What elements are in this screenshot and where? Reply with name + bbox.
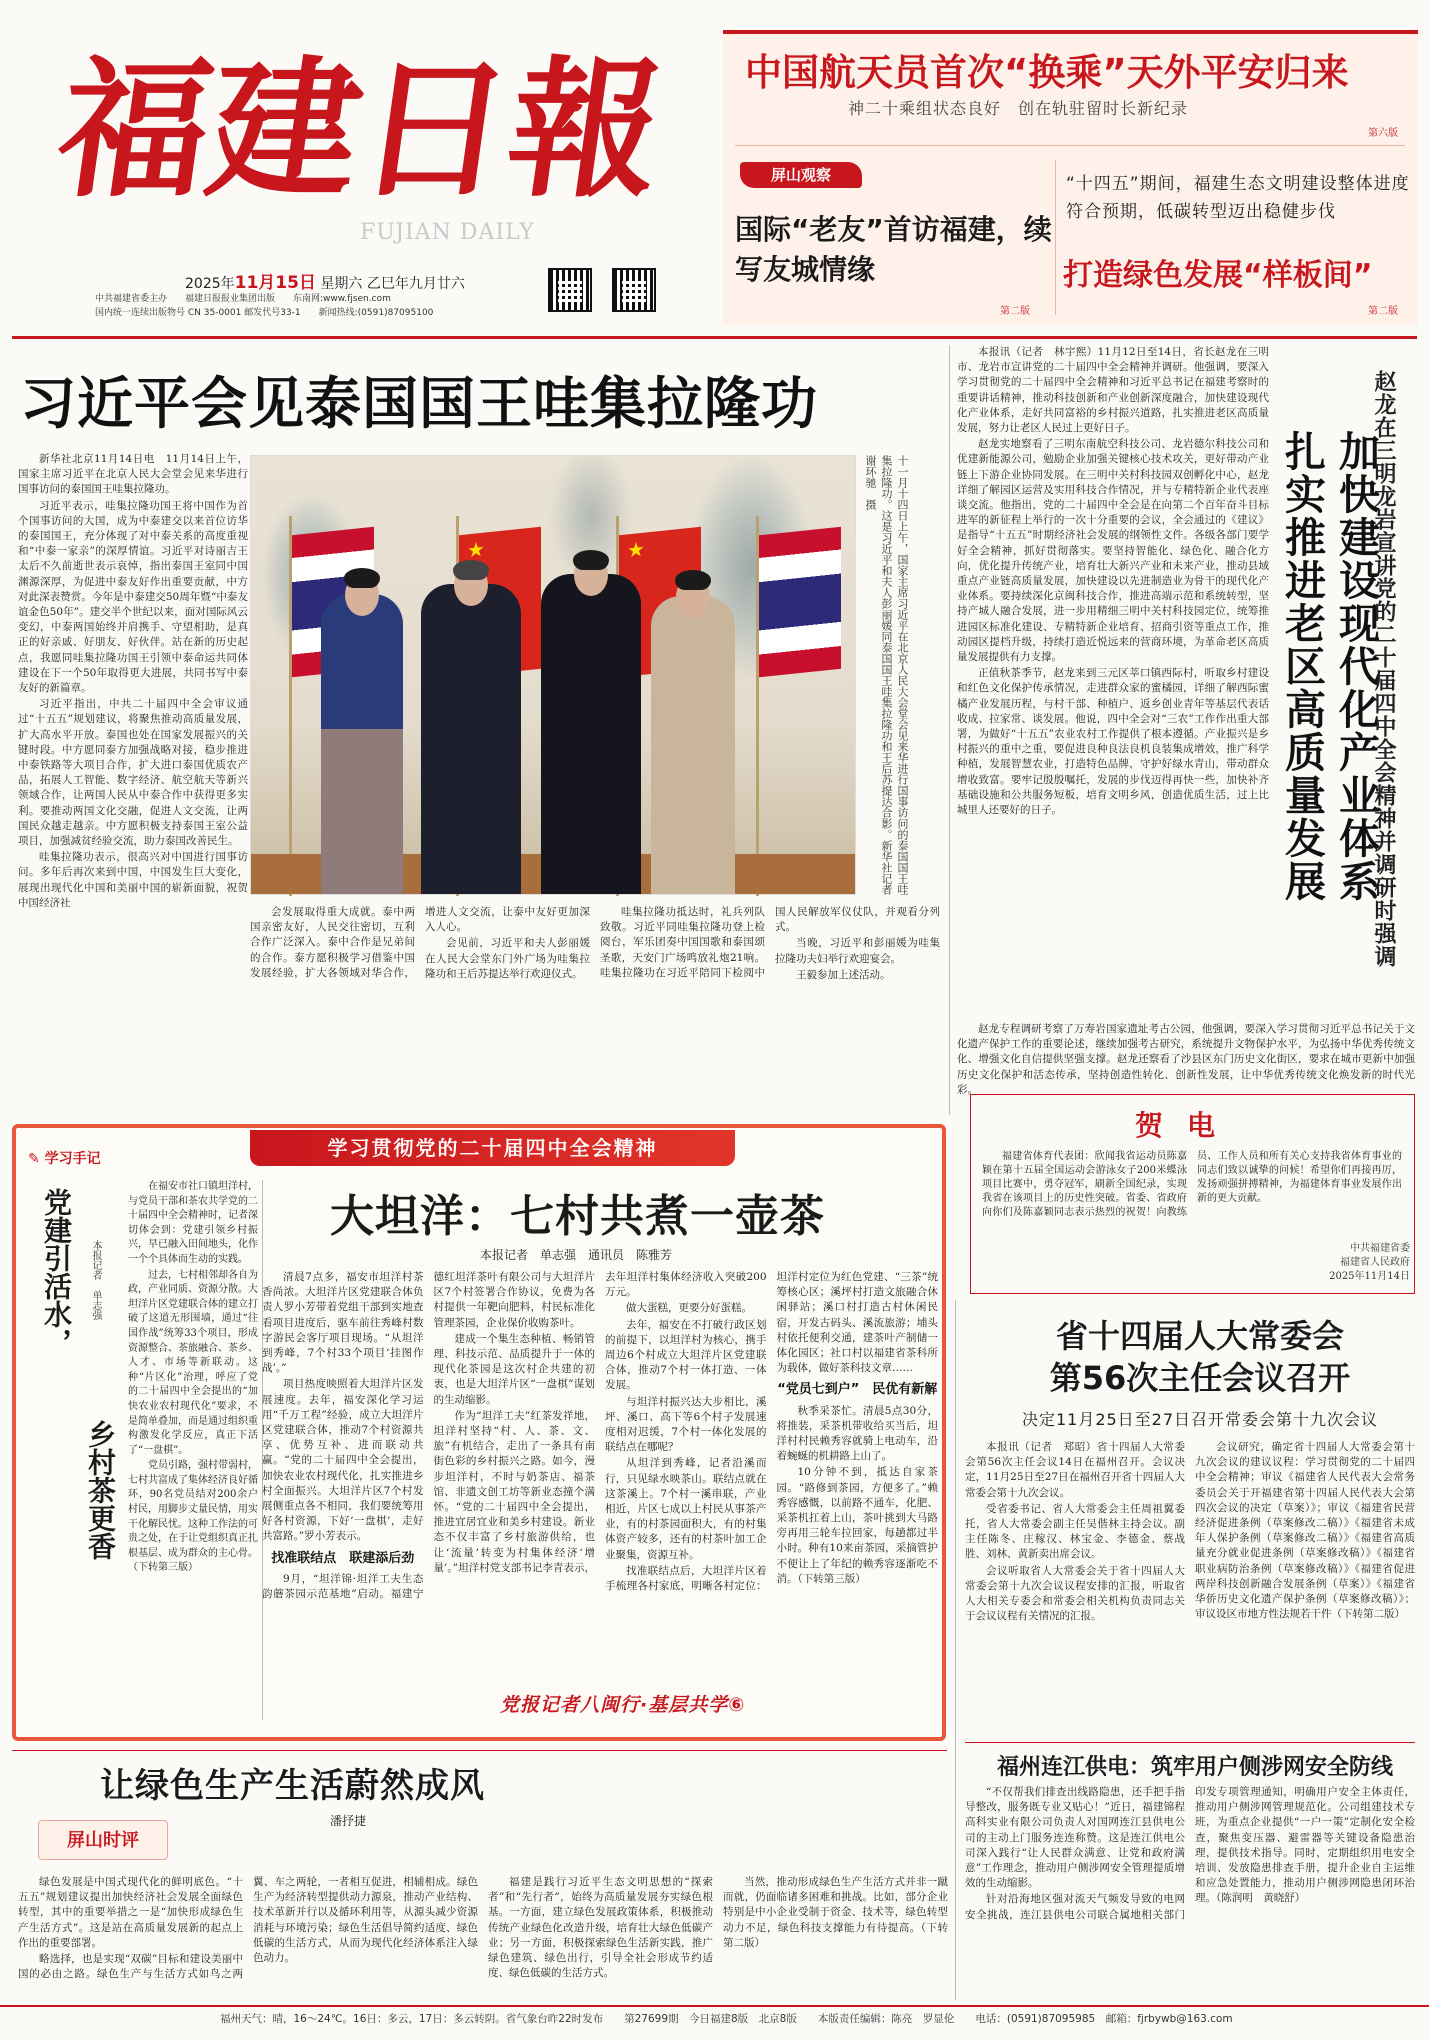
teaser-right-kicker: “十四五”期间，福建生态文明建设整体进度符合预期，低碳转型迈出稳健步伐 — [1066, 174, 1410, 222]
commentary-byline: 潘抒捷 — [330, 1814, 367, 1828]
lead-article-column: 新华社北京11月14日电 11月14日上午，国家主席习近平在北京人民大会堂会见来华进行国事访问的泰国国王哇集拉隆功。 习近平表示，哇集拉隆功国王将中国作为首个国事访问的大国，成为中泰建交以来首位访华的泰国国王，充分体现了对中泰关系的高度重视和“中泰一家亲”的深厚情谊。习近平对诗丽吉王太后不久前逝世表示哀悼，指出泰国王室同中国渊源深厚，为促进中泰友好作出重要贡献，中方对此深表赞赏。今年是中泰建交50周年暨“中泰友谊金色50年”。建交半个世纪以来，面对国际风云变幻，中泰两国始终并肩携手、守望相助，是真正的好亲戚、好朋友、好伙伴。站在新的历史起点，我愿同哇集拉隆功国王引领中泰命运共同体建设在下一个50年取得更大进展，共同书写中泰友好的新篇章。 习近平指出，中共二十届四中全会审议通过“十五五”规划建议，将聚焦推动高质量发展，扩大高水平开放。泰国也处在国家发展振兴的关键时段。中方愿同泰方加强战略对接，稳步推进中泰铁路等大项目合作，扩大进口泰国优质农产品，拓展人工智能、数字经济、航空航天等新兴领域合作，让两国人民从中泰合作中获得更多实利。要推动两国文化交融，促进人文交流，让两国民众越走越亲。中方愿积极支持泰国王室公益项目，加强减贫经验交流，助力泰国改善民生。 哇集拉隆功表示，很高兴对中国进行国事访问。多年后再次来到中国，中国发生巨大变化，展现出现代化中国和美丽中国的崭新面貌，祝贺中国经济社 — [18, 453, 248, 909]
congress-article-body: 本报讯（记者 郑昭）省十四届人大常委会第56次主任会议14日在福州召开。会议决定，11月25日至27日在福州召开省十四届人大常委会第十九次会议。 受省委书记、省人大常委会主任周祖翼委托，省人大常委会副主任吴偕林主持会议。副主任陈冬、庄稼汉、林宝金、李德金、蔡战胜、刘林、黄新卖出席会议。 会议听取省人大常委会关于省十四届人大常委会第十九次会议议程安排的汇报，听取省人大相关专委会和常委会相关机构负责同志关于会议议程有关情况的汇报。 会议研究，确定省十四届人大常委会第十九次会议的建议议程：学习贯彻党的二十届四中全会精神；审议《福建省人民代表大会常务委员会关于开福建省第十四届人民代表大会第四次会议的决定（草案）》；审议《福建省民营经济促进条例（草案修改二稿）》《福建省未成年人保护条例（草案修改二稿）》《福建省高质量充分就业促进条例（草案修改稿）》《福建省职业病防治条例（草案修改稿）》《福建省促进两岸科技创新融合发展条例（草案）》《福建省华侨历史文化遗产保护条例（草案修改稿）》；审议设区市地方性法规若干件（下转第二版） — [965, 1441, 1415, 1623]
study-notes-body: 在福安市社口镇坦洋村，与党员干部和茶农共学党的二十届四中全会精神时，记者深切体会到：党建引领乡村振兴，早已融入田间地头，化作一个个具体而生动的实践。 过去，七村相邻却各自为政，产业同质、资源分散。大坦洋片区党建联合体的建立打破了这道无形围墙，通过“往国作战”统筹33个项目，形成资源整合、茶旅融合、茶乡、人才、市场等新联动。这种“片区化”治理，呼应了党的二十届四中全会提出的“加快农业农村现代化”要求，不是简单叠加，而是通过组织重构激发化学反应，真正下活了“一盘棋”。 党员引路，强村带弱村，七村共富成了集体经济良好循环，90名党员结对200余户村民，用脚步丈量民情，用实干化解民忧。这种工作法的可贵之处，在于让党组织真正扎根基层、成为群众的主心骨。（下转第三版） — [128, 1181, 258, 1574]
logo-char-2: 建 — [197, 42, 373, 218]
column-tag: 屏山观察 — [740, 162, 862, 188]
study-notes-title-2[interactable]: 乡村茶更香 — [84, 1420, 117, 1560]
study-notes-title[interactable]: 党建引活水， — [40, 1188, 73, 1356]
page-ref[interactable]: 第六版 — [1368, 128, 1398, 139]
issue-date: 2025年11月15日 星期六 乙巳年九月廿六 — [185, 273, 465, 293]
figure-president — [541, 574, 641, 894]
figure-king — [421, 584, 521, 894]
weekday: 星期六 — [320, 276, 363, 292]
zhao-main-headline[interactable]: 加快建设现代化产业体系 扎实推进老区高质量发展 — [1278, 430, 1380, 903]
teaser-main-subtitle: 神二十乘组状态良好 创在轨驻留时长新纪录 — [848, 99, 1189, 118]
teaser-right-title[interactable]: 打造绿色发展“样板间” — [1063, 258, 1373, 293]
page-ref[interactable]: 第二版 — [1368, 306, 1398, 317]
lead-article-continued: 会发展取得重大成就。泰中两国亲密友好，人民交往密切，互利合作广泛深入。泰中合作是兄弟间的合作。泰方愿积极学习借鉴中国发展经验，扩大各领域对华合作，增进人文交流，让泰中友好更加深入人心。 会见前，习近平和夫人彭丽媛在人民大会堂东门外广场为哇集拉隆功和王后苏提达举行欢迎仪式。 哇集拉隆功抵达时，礼兵列队致敬。习近平同哇集拉隆功登上检阅台，军乐团奏中国国歌和泰国颂圣歌，天安门广场鸣放礼炮21响。哇集拉隆功在习近平陪同下检阅中国人民解放军仪仗队，并观看分列式。 当晚，习近平和彭丽媛为哇集拉隆功夫妇举行欢迎宴会。 王毅参加上述活动。 — [250, 906, 940, 981]
feature-subhead: 找准联结点 联建添后劲 — [271, 1550, 415, 1566]
congratulations-title: 贺电 — [1135, 1109, 1240, 1142]
feature-series-footer: 党报记者八闽行·基层共学⑥ — [500, 1694, 746, 1716]
feature-article-body: 清晨7点多，福安市坦洋村茶香尚浓。大坦洋片区党建联合体负责人罗小芳带着党组干部到实地查看项目进度后，驱车前往秀峰村数字游民会客厅项目现场。“从坦洋到秀峰，7个村33个项目‘挂图作战’。” 项目热度映照着大坦洋片区发展速度。去年，福安深化学习运用“千万工程”经验，成立大坦洋片区党建联合体，推动7个村资源共享、优势互补、进而联动共赢。“党的二十届四中全会提出，加快农业农村现代化，扎实推进乡村全面振兴。大坦洋片区7个村发展侧重点各不相同，我们要统筹用好各村资源，下好‘一盘棋’，走好共富路。”罗小芳表示。 找准联结点 联建添后劲 9月，“坦洋锦·坦洋工夫生态韵蘑茶园示范基地”启动。福建宁德红坦洋茶叶有限公司与大坦洋片区7个村签署合作协议，免费为各村提供一年靶向肥料，村民标准化管理茶园，企业保价收购茶叶。 建成一个集生态种植、畅销管理、科技示范、品质提升于一体的现代化茶园是这次村企共建的初衷，也是大坦洋片区“一盘棋”谋划的生动缩影。 作为“坦洋工夫”红茶发祥地，坦洋村坚持“村、人、茶、文、旅”有机结合，走出了一条具有南街色彩的乡村振兴之路。如今，漫步坦洋村，不时与奶茶店、福茶馆、非遗文创工坊等新业态撞个满怀。“党的二十届四中全会提出，推进宜居宜业和美乡村建设。新业态不仅丰富了乡村旅游供给，也让‘流量’转变为村集体经济‘增量’。”坦洋村党支部书记李青表示，去年坦洋村集体经济收入突破200万元。 做大蛋糕，更要分好蛋糕。 去年，福安在不打破行政区划的前提下，以坦洋村为核心，携手周边6个村成立大坦洋片区党建联合体，推动7个村一体打造、一体发展。 与坦洋村振兴达大步相比，溪坪、溪口、高下等6个村子发展速度相对迟缓，7个村一体化发展的联结点在哪呢？ 从坦洋到秀峰，记者沿溪而行，只见绿水映茶山。联结点就在这茶溪上。7个村一溪串联，产业相近，片区七成以上村民从事茶产业，有的村茶园面积大，有的村集体资产较多，还有的村茶叶加工企业聚集，资源互补。 找准联结点后，大坦洋片区着手梳理各村家底，明晰各村定位：坦洋村定位为红色党建、“三茶”统筹核心区；溪坪村打造文旅融合休闲驿站；溪口村打造古村休闲民宿，开发古码头、溪流旅游；埔头村依托便利交通，建茶叶产制储一体化园区；社口村以福建省茶科所为载体，做好茶科技文章…… “党员七到户” 民优有新解 秋季采茶忙。清晨5点30分，将推装，采茶机带收给买当后，坦洋村村民赖秀容就骑上电动车，沿着蜿蜒的机耕路上山了。 10分钟不到，抵达自家茶园。“路修到茶园，方便多了。”赖秀容感慨，以前路不通车，化肥、采茶机扛着上山，茶叶挑到大马路旁再用三轮车拉回家，每趟都过半小时。种有10来亩茶园，采摘管护不便让上了年纪的赖秀容逐渐吃不消。（下转第三版） — [262, 1271, 938, 1601]
logo-char-4: 報 — [497, 42, 673, 218]
lead-photo — [250, 455, 856, 895]
pen-icon: ✎ — [28, 1151, 40, 1167]
congratulations-body: 福建省体育代表团：欣闻我省运动员陈嘉颖在第十五届全国运动会游泳女子200米蝶泳项目比赛中，勇夺冠军，刷新全国纪录，实现我省在该项目上的历史性突破。省委、省政府向你们及陈嘉颖同志表示热烈的祝贺！向教练员、工作人员和所有关心支持我省体育事业的同志们致以诚挚的问候！希望你们再接再厉，发扬顽强拼搏精神，为福建体育事业发展作出新的更大贡献。 — [982, 1151, 1402, 1218]
teaser-main-title[interactable]: 中国航天员首次“换乘”天外平安归来 — [745, 51, 1349, 94]
commentary-headline[interactable]: 让绿色生产生活蔚然成风 — [100, 1766, 485, 1806]
photo-caption: 十一月十四日上午，国家主席习近平在北京人民大会堂会见来华进行国事访问的泰国国王哇集拉隆功。这是习近平和夫人彭丽媛同泰国国王哇集拉隆功和王后苏提达合影。新华社记者 谢环驰 摄 — [864, 455, 909, 906]
feature-byline: 本报记者 单志强 通讯员 陈雅芳 — [480, 1248, 673, 1262]
study-notes-byline: 本报记者 单志强 — [90, 1240, 101, 1320]
congratulations-signature: 中共福建省委 福建省人民政府 2025年11月14日 — [1329, 1243, 1410, 1282]
logo-char-1: 福 — [47, 42, 223, 218]
zhao-article-tail: 赵龙专程调研考察了万寿岩国家遗址考古公园，他强调，要深入学习贯彻习近平总书记关于文化遗产保护工作的重要论述，继续加强考古研究，系统提升文物保护水平，为弘扬中华优秀传统文化、增强文化自信提供坚强支撑。赵龙还察看了沙县区东门历史文化街区，要求在城市更新中加强历史文化保护和活态传承，坚持创造性转化、创新性发展，让中华优秀传统文化焕发新的时代光彩。 — [957, 1023, 1415, 1096]
lunar-date: 乙巳年九月廿六 — [366, 276, 465, 292]
lead-headline[interactable]: 习近平会见泰国国王哇集拉隆功 — [20, 372, 818, 437]
thai-flag — [759, 527, 841, 678]
figure-queen — [321, 594, 403, 894]
grid-story-headline[interactable]: 福州连江供电：筑牢用户侧涉网安全防线 — [996, 1755, 1393, 1780]
commentary-column-tag: 屏山时评 — [38, 1820, 168, 1860]
zhao-kicker: 赵龙在三明龙岩宣讲党的二十届四中全会精神并调研时强调 — [1371, 370, 1396, 968]
figure-first-lady — [651, 596, 735, 894]
feature-headline[interactable]: 大坦洋：七村共煮一壶茶 — [330, 1191, 825, 1242]
masthead-logo — [47, 24, 700, 245]
congress-headline[interactable]: 省十四届人大常委会 第56次主任会议召开 — [1049, 1317, 1351, 1397]
logo-english: FUJIAN DAILY — [360, 220, 535, 245]
publication-info: 中共福建省委主办 福建日报报业集团出版 东南网:www.fjsen.com 国内统一连续出版物号 CN 35-0001 邮发代号33-1 新闻热线:(0591)87095100 — [95, 294, 434, 318]
feature-subhead: “党员七到户” 民优有新解 — [777, 1382, 938, 1398]
feature-banner: 学习贯彻党的二十届四中全会精神 — [250, 1130, 735, 1166]
page-ref[interactable]: 第二版 — [1000, 306, 1030, 317]
zhao-article-body: 本报讯（记者 林宇熙）11月12日至14日，省长赵龙在三明市、龙岩市宣讲党的二十届四中全会精神并调研。他强调，要深入学习贯彻党的二十届四中全会精神和习近平总书记在福建考察时的重要讲话精神，推动科技创新和产业创新深度融合，加快建设现代化产业体系，走好共同富裕的乡村振兴道路，扎实推进老区高质量发展，努力让老区人民过上更好日子。 赵龙实地察看了三明东南航空科技公司、龙岩德尔科技公司和优建新能源公司，勉励企业加强关键核心技术攻关，更好带动产业链上下游企业协同发展。在三明中关村科技园双创孵化中心，赵龙详细了解园区运营及实用科技合作情况，并与专精特新企业代表座谈交流。他指出，党的二十届四中全会是在向第二个百年奋斗目标进军的新征程上举行的一次十分重要的会议，全会通过的《建议》是指导“十五五”时期经济社会发展的纲领性文件。各级各部门要学好全会精神，抓好贯彻落实。要坚持智能化、绿色化、融合化方向，优化提升传统产业，培育壮大新兴产业和未来产业，推动县域重点产业链高质量发展，加快建设以先进制造业为骨干的现代化产业体系。要持续深化京闽科技合作，推进高端示范和系统转型，坚持产城人融合发展，进一步用精细三明中关村科技园定位，统筹推进园区标准化建设、专精特新企业培育、招商引资等重点工作，推动园区提档升级，持续打造近悦远来的营商环境，为革命老区高质量发展提供有力支撑。 正值秋茶季节，赵龙来到三元区莘口镇西际村，听取乡村建设和红色文化保护传承情况，走进群众家的蜜橘园，详细了解西际蜜橘产业发展历程，与村干部、种植户、返乡创业青年等基层代表话收成、拉家常、谈发展。他说，四中全会对“三农”工作作出重大部署，为做好“十五五”农业农村工作提供了根本遵循。产业振兴是乡村振兴的重中之重，要促进良种良法良机良装集成增效，推广科学种植，发展智慧农业，打造特色品牌，守护好绿水青山，带动群众增收致富。要牢记殷殷嘱托，发展的步伐迈得再快一些，加快补齐基础设施和公共服务短板，培育文明乡风，创造优质生活，过上比城里人还要好的日子。 — [957, 346, 1269, 817]
commentary-body: 绿色发展是中国式现代化的鲜明底色。“十五五”规划建议提出加快经济社会发展全面绿色转型，其中的重要举措之一是“加快形成绿色生产生活方式”。这是站在高质量发展新的起点上作出的重要部署。 略选择，也是实现“双碳”目标和建设美丽中国的必由之路。绿色生产与生活方式如鸟之两翼、车之两轮，一者相互促进，相辅相成。绿色生产为经济转型提供动力源泉，推动产业结构、技术革新并行以及循环利用等，从源头减少资源消耗与环境污染；绿色生活倡导简约适度、绿色低碳的生活方式，从而为现代化经济体系注入绿色动力。 福建是践行习近平生态文明思想的“探索者”和“先行者”，始终为高质量发展夯实绿色根基。一方面，建立绿色发展政策体系，积极推动传统产业绿色化改造升级，培育壮大绿色低碳产业；另一方面，积极探索绿色生活新实践，推广绿色建筑、绿色出行，引导全社会形成节约适度、绿色低碳的生活方式。 当然，推动形成绿色生产生活方式并非一蹴而就，仍面临诸多困难和挑战。比如，部分企业特别是中小企业受制于资金、技术等，绿色转型动力不足，绿色科技支撑能力有待提高。（下转第二版） — [18, 1876, 948, 1981]
logo-char-3: 日 — [347, 42, 523, 218]
teaser-left-title[interactable]: 国际“老友”首访福建，续写友城情缘 — [735, 213, 1052, 286]
grid-story-body: “不仅帮我们排查出线路隐患，还手把手指导整改，服务既专业又贴心！”近日，福建锦程高科实业有限公司负责人对国网连江县供电公司的主动上门服务连连称赞。这是连江供电公司深入践行“让人民群众满意、让党和政府满意”工作理念，推动用户侧涉网安全管理提质增效的生动缩影。 针对沿海地区强对流天气频发导致的电网安全挑战，连江县供电公司联合属地相关部门印发专项管理通知，明确用户安全主体责任，推动用户侧涉网管理规范化。公司组建技术专班，为重点企业提供“一户一策”定制化安全检查，聚焦变压器、避雷器等关键设备隐患治理，提供技术指导。同时，定期组织用电安全培训、发放隐患排查手册，提升企业自主运维和应急处置能力，推动用户侧涉网隐患闭环治理。（陈润明 黄晓舒） — [965, 1786, 1415, 1921]
study-notes-tag: ✎ 学习手记 — [28, 1151, 101, 1167]
page-footer: 福州天气：晴，16～24℃。16日：多云，17日：多云转阴。省气象台昨22时发布 第27699期 今日福建8版 北京8版 本版责任编辑：陈亮 罗显伦 电话：(0591)87095985 邮箱：fjrbywb@163.com — [0, 2005, 1429, 2031]
congress-subheadline: 决定11月25日至27日召开常委会第十九次会议 — [1021, 1410, 1379, 1429]
